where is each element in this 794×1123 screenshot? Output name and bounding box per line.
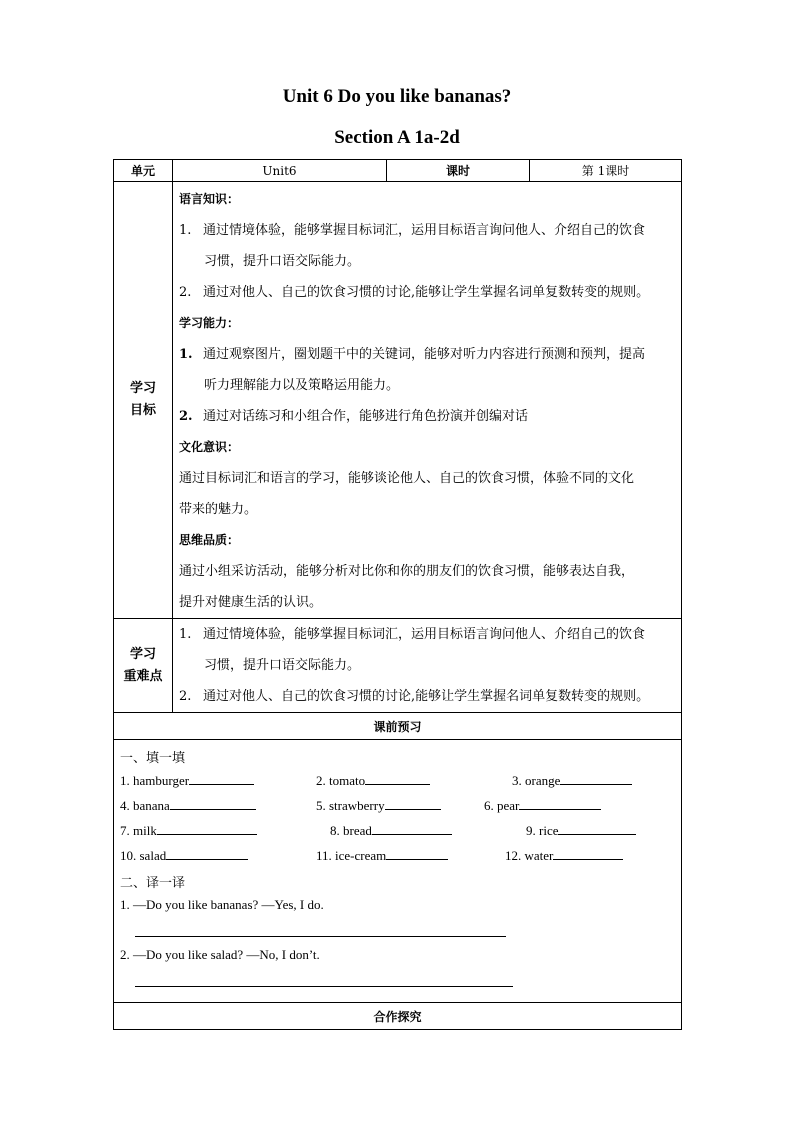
preview-content — [114, 740, 682, 1003]
culture-line-a: 通过目标词汇和语言的学习，能够谈论他人、自己的饮食习惯，体验不同的文化 — [179, 471, 635, 486]
thinking-line-b: 提升对健康生活的认识。 — [179, 595, 323, 610]
key-point-2-text: 通过对他人、自己的饮食习惯的讨论,能够让学生掌握名词单复数转变的规则。 — [203, 689, 650, 704]
key-points-content — [173, 619, 682, 713]
word-blank[interactable] — [519, 798, 601, 810]
page-title: Unit 6 Do you like bananas? — [282, 86, 512, 107]
word-water: 12. water — [505, 848, 623, 864]
word-orange: 3. orange — [512, 773, 632, 789]
word-blank[interactable] — [166, 848, 248, 860]
period-label: 课时 — [387, 160, 530, 182]
word-milk: 7. milk — [120, 823, 257, 839]
language-1-line-b: 习惯，提升口语交际能力。 — [204, 254, 361, 269]
key-point-1-line-b: 习惯，提升口语交际能力。 — [204, 658, 361, 673]
objectives-label — [114, 182, 173, 619]
language-2-number: 2. — [179, 285, 192, 300]
thinking-line-a: 通过小组采访活动，能够分析对比你和你的朋友们的饮食习惯，能够表达自我， — [179, 564, 635, 579]
key-point-2-number: 2. — [179, 689, 192, 704]
answer-line-1[interactable] — [135, 936, 506, 937]
cooperation-heading: 合作探究 — [114, 1003, 682, 1030]
unit-label: 单元 — [114, 160, 173, 182]
word-blank[interactable] — [560, 773, 632, 785]
word-blank[interactable] — [365, 773, 430, 785]
key-point-1-line-a: 通过情境体验，能够掌握目标词汇，运用目标语言询问他人、介绍自己的饮食 — [203, 627, 646, 642]
key-points-label — [114, 619, 173, 713]
page-subtitle: Section A 1a-2d — [334, 127, 460, 148]
period-value: 第 1课时 — [530, 160, 682, 182]
key-points-label-line1: 学习 — [129, 646, 156, 662]
sentence-1: 1. —Do you like bananas? —Yes, I do. — [120, 897, 324, 912]
preview-heading-row — [114, 713, 682, 740]
answer-line-2[interactable] — [135, 986, 513, 987]
word-blank[interactable] — [189, 773, 254, 785]
word-salad: 10. salad — [120, 848, 248, 864]
language-1-line-a: 通过情境体验，能够掌握目标词汇，运用目标语言询问他人、介绍自己的饮食 — [203, 223, 646, 238]
ability-2-text: 通过对话练习和小组合作，能够进行角色扮演并创编对话 — [203, 409, 529, 424]
objectives-label-line1: 学习 — [129, 381, 156, 396]
ability-1-line-a: 通过观察图片，圈划题干中的关键词，能够对听力内容进行预测和预判，提高 — [203, 347, 646, 362]
ability-1-line-b: 听力理解能力以及策略运用能力。 — [204, 378, 400, 393]
word-bread: 8. bread — [330, 823, 452, 839]
word-banana: 4. banana — [120, 798, 256, 814]
objectives-row — [114, 182, 682, 619]
thinking-heading: 思维品质： — [179, 533, 240, 547]
translate-title: 二、译一译 — [120, 876, 186, 891]
preview-content-row — [114, 740, 682, 1003]
word-pear: 6. pear — [484, 798, 601, 814]
preview-heading: 课前预习 — [114, 713, 682, 740]
word-blank[interactable] — [553, 848, 623, 860]
lesson-plan-table — [113, 159, 682, 1030]
key-points-label-line2: 重难点 — [123, 668, 163, 684]
header-row — [114, 160, 682, 182]
objectives-content — [173, 182, 682, 619]
word-blank[interactable] — [558, 823, 636, 835]
objectives-label-line2: 目标 — [129, 403, 156, 418]
word-blank[interactable] — [157, 823, 257, 835]
sentence-2: 2. —Do you like salad? —No, I don’t. — [120, 947, 320, 962]
word-rice: 9. rice — [526, 823, 636, 839]
key-points-row — [114, 619, 682, 713]
ability-heading: 学习能力： — [179, 316, 240, 330]
language-2-text: 通过对他人、自己的饮食习惯的讨论,能够让学生掌握名词单复数转变的规则。 — [203, 285, 650, 300]
word-strawberry: 5. strawberry — [316, 798, 441, 814]
word-blank[interactable] — [385, 798, 441, 810]
word-hamburger: 1. hamburger — [120, 773, 254, 789]
language-heading: 语言知识： — [179, 192, 240, 206]
unit-value: Unit6 — [173, 160, 387, 182]
culture-line-b: 带来的魅力。 — [179, 502, 258, 517]
word-blank[interactable] — [170, 798, 256, 810]
key-point-1-number: 1. — [179, 627, 192, 642]
language-1-number: 1. — [179, 223, 192, 238]
cooperation-heading-row — [114, 1003, 682, 1030]
ability-1-number: 1. — [179, 347, 193, 362]
fill-in-title: 一、填一填 — [120, 751, 186, 766]
ability-2-number: 2. — [179, 409, 193, 424]
word-blank[interactable] — [386, 848, 448, 860]
word-tomato: 2. tomato — [316, 773, 430, 789]
word-blank[interactable] — [372, 823, 452, 835]
word-ice-cream: 11. ice-cream — [316, 848, 448, 864]
culture-heading: 文化意识： — [179, 440, 240, 454]
